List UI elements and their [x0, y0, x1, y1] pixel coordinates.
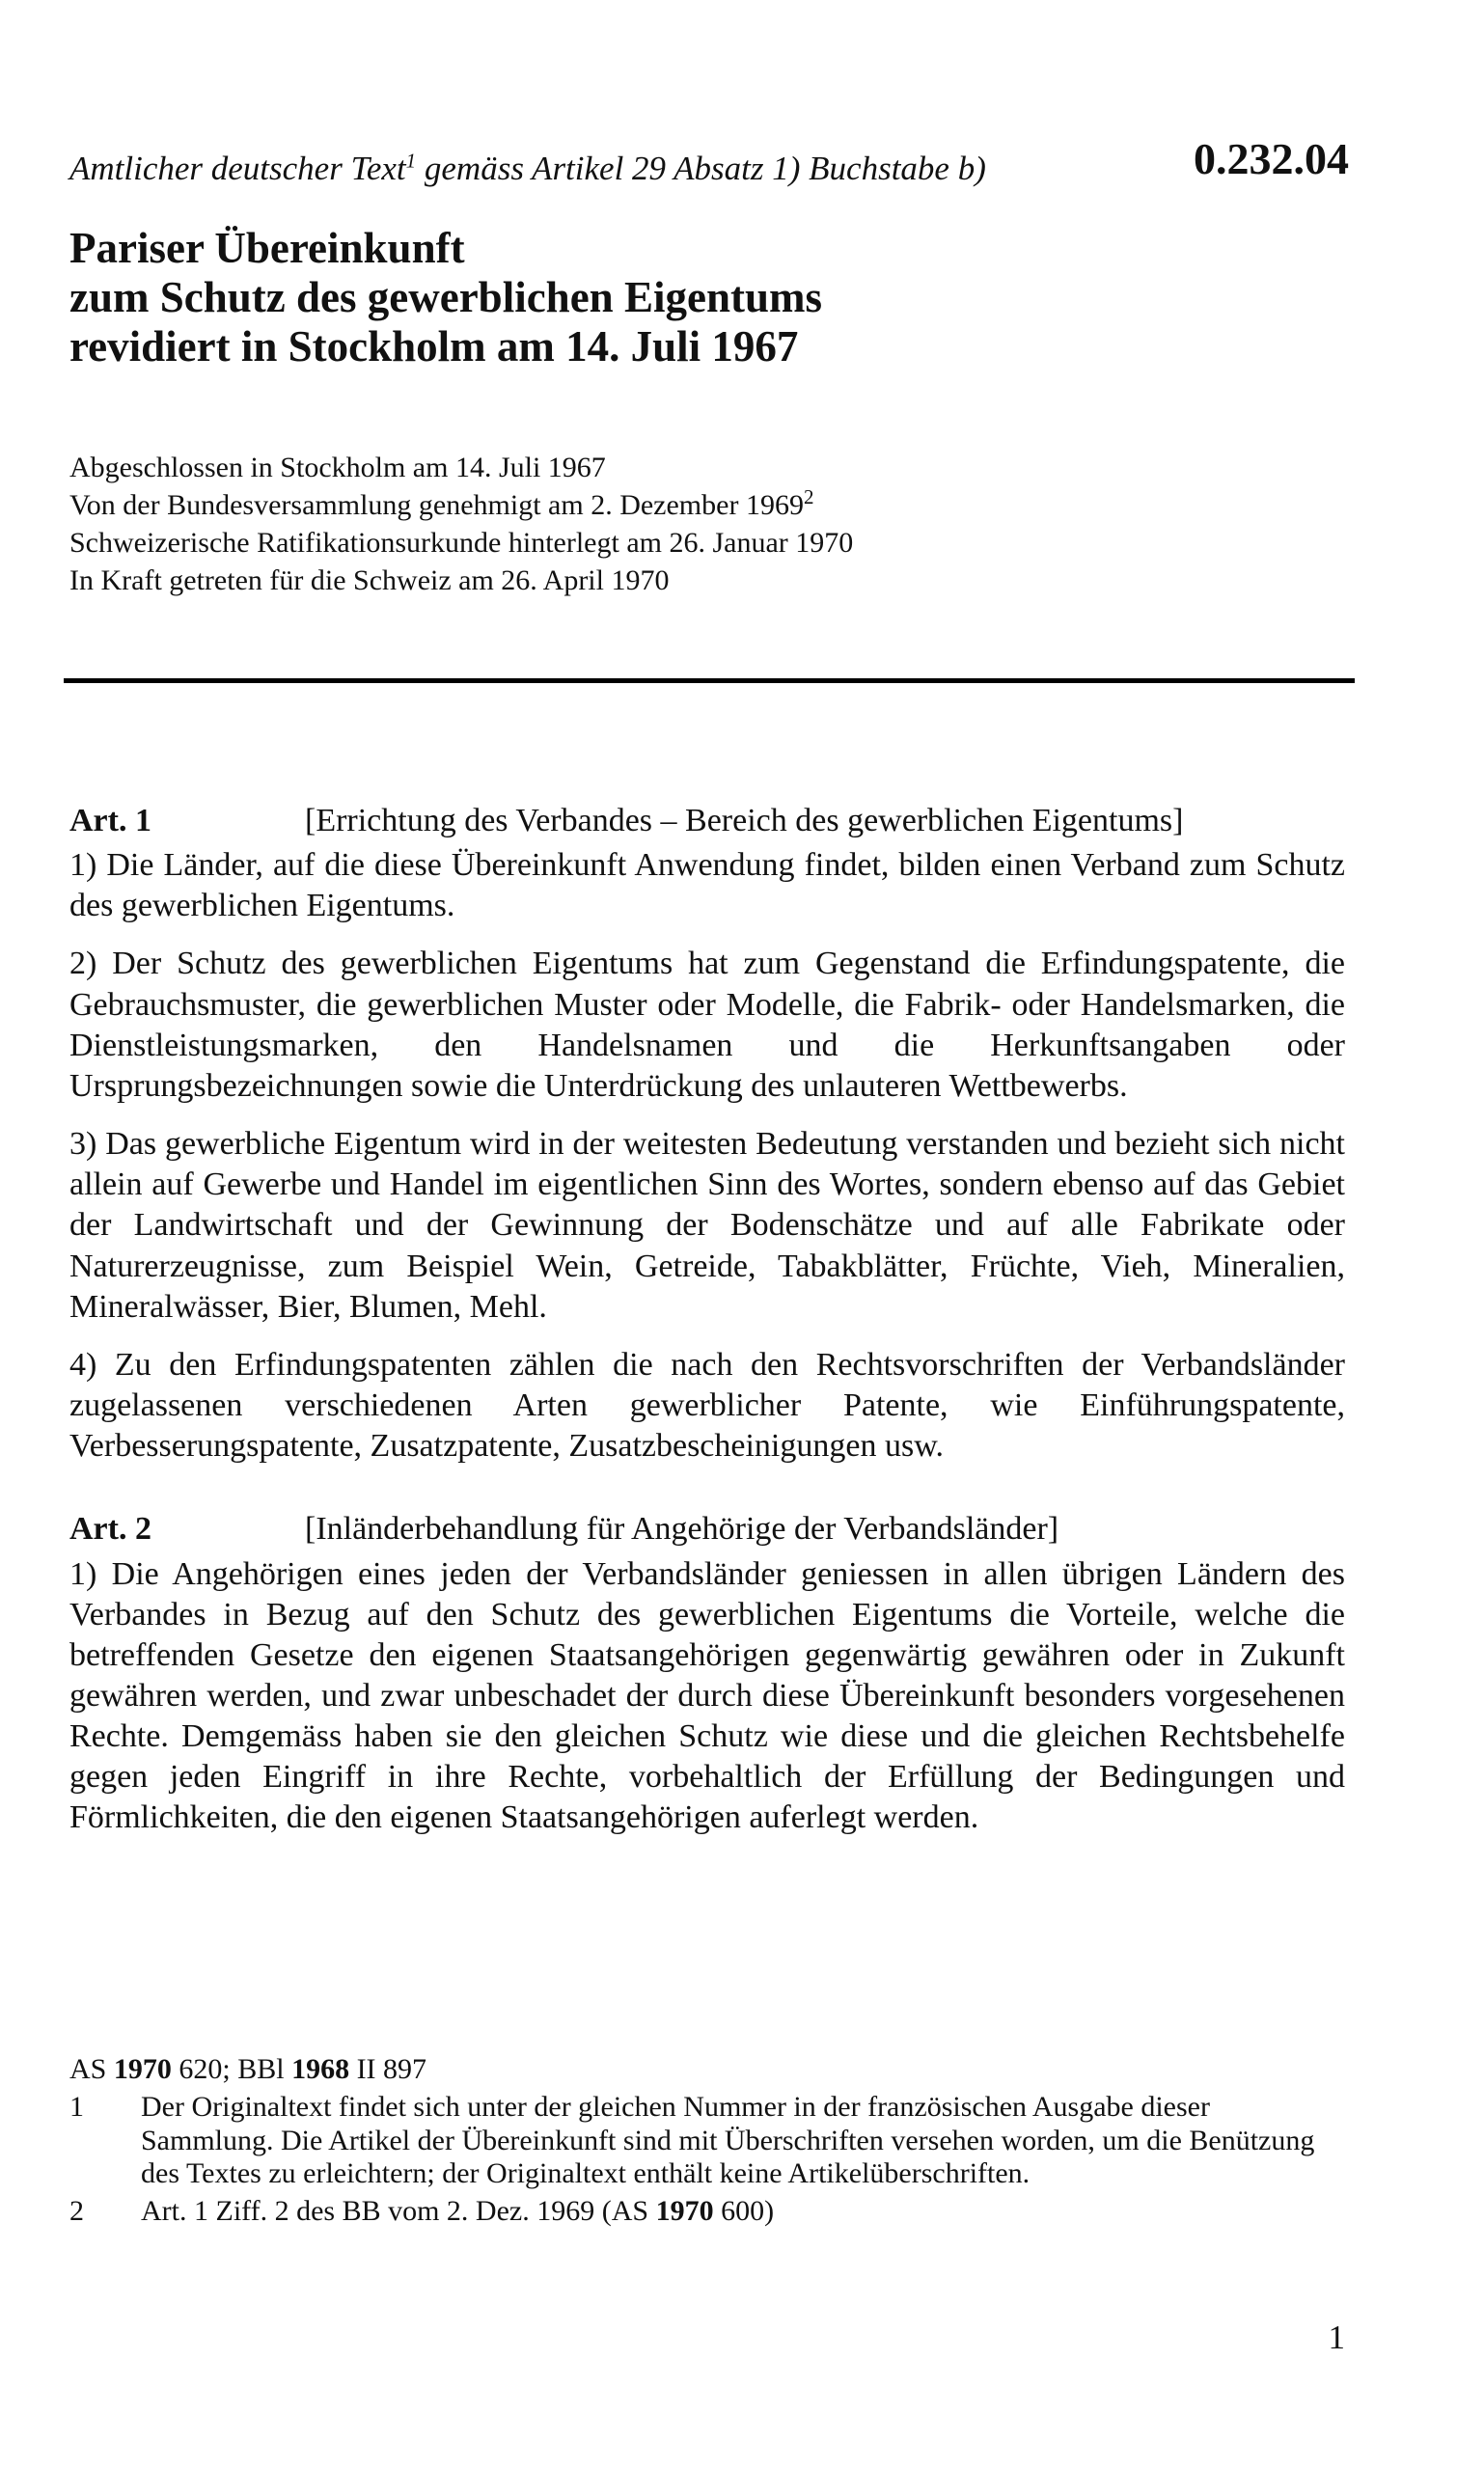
title-line-3: revidiert in Stockholm am 14. Juli 1967 [69, 321, 799, 370]
footnote-text: Art. 1 Ziff. 2 des BB vom 2. Dez. 1969 (AS 1970 600) [141, 2195, 775, 2228]
article-heading [69, 801, 1345, 841]
article-number: Art. 2 [69, 1511, 151, 1548]
footnote-number: 1 [69, 2090, 84, 2123]
footnote-2 [69, 2195, 1345, 2229]
page-number: 1 [1328, 2319, 1345, 2356]
enactment-dates [69, 449, 853, 599]
title-line-2: zum Schutz des gewerblichen Eigentums [69, 272, 822, 321]
article-title: [Inländerbehandlung für Angehörige der Verbandsländer] [305, 1511, 1059, 1548]
footnotes [69, 2053, 1345, 2229]
footnote-1 [69, 2091, 1345, 2191]
official-text-label: Amtlicher deutscher Text [69, 150, 406, 187]
header-divider [64, 678, 1355, 683]
paragraph: 1) Die Länder, auf die diese Übereinkunft Anwendung findet, bilden einen Verband zum Schutz des gewerblichen Eigentums. [69, 847, 1345, 924]
footnote-number: 2 [69, 2195, 84, 2228]
paragraph: 3) Das gewerbliche Eigentum wird in der weitesten Bedeutung verstanden und bezieht sich nicht allein auf Gewerbe und Handel im eigentlichen Sinn des Wortes, sondern ebenso auf das Gebiet der Landwirtschaft und der Gewinnung der Bodenschätze und auf alle Fabrikate oder Naturerzeugnisse, zum Beispiel Wein, Getreide, Tabakblätter, Früchte, Vieh, Mineralien, Mineralwässer, Bier, Blumen, Mehl. [69, 1126, 1345, 1325]
article-number: Art. 1 [69, 803, 151, 838]
official-text-article-ref: gemäss Artikel 29 Absatz 1) Buchstabe b) [416, 150, 986, 187]
approved-date: Von der Bundesversammlung genehmigt am 2. Dezember 1969$^2$ [69, 485, 814, 521]
paragraph: 1) Die Angehörigen eines jeden der Verbandsländer geniessen in allen übrigen Ländern des Verbandes in Bezug auf den Schutz des gewerblichen Eigentums die Vorteile, welche die betreffenden Gesetze den eigenen Staatsangehörigen gegenwärtig gewähren oder in Zukunft gewähren werden, und zwar unbeschadet der durch diese Übereinkunft besonders vorgesehenen Rechte. Demgemäss haben sie den gleichen Schutz wie diese und die gleichen Rechtsbehelfe gegen jeden Eingriff in ihre Rechte, vorbehaltlich der Erfüllung der Bedingungen und Förmlichkeiten, die den eigenen Staatsangehörigen auferlegt werden. [69, 1555, 1345, 1836]
article-heading [69, 1509, 1345, 1550]
paragraph: 2) Der Schutz des gewerblichen Eigentums hat zum Gegenstand die Erfindungspatente, die Gebrauchsmuster, die gewerblichen Muster oder Modelle, die Fabrik- oder Handelsmarken, die Dienstleistungsmarken, den Handelsnamen und die Herkunftsangaben oder Ursprungsbezeichnungen sowie die Unterdrückung des unlauteren Wettbewerbs. [69, 946, 1345, 1104]
ratification-date: Schweizerische Ratifikationsurkunde hinterlegt am 26. Januar 1970 [69, 527, 854, 559]
footnote-ref-2[interactable]: 2 [803, 485, 814, 508]
in-force-date: In Kraft getreten für die Schweiz am 26. April 1970 [69, 564, 670, 596]
article-1 [69, 801, 1345, 1467]
source-reference: AS 1970 620; BBl 1968 II 897 [69, 2053, 427, 2085]
article-2 [69, 1509, 1345, 1838]
footnote-ref-1[interactable]: 1 [405, 149, 417, 173]
document-title [69, 224, 822, 371]
article-title: [Errichtung des Verbandes – Bereich des gewerblichen Eigentums] [305, 803, 1184, 838]
concluded-date: Abgeschlossen in Stockholm am 14. Juli 1967 [69, 452, 606, 483]
paragraph: 4) Zu den Erfindungspatenten zählen die nach den Rechtsvorschriften der Verbandsländer zugelassenen verschiedenen Arten gewerblicher Patente, wie Einführungspatente, Verbesserungspatente, Zusatzpatente, Zusatzbescheinigungen usw. [69, 1346, 1345, 1465]
document-body [69, 801, 1345, 1839]
footnote-text: Der Originaltext findet sich unter der gleichen Nummer in der französischen Ausgabe dieser Sammlung. Die Artikel der Übereinkunft sind mit Überschriften versehen worden, um die Benützung des Textes zu erleichtern; der Originaltext enthält keine Artikelüberschriften. [141, 2090, 1315, 2190]
official-text-note [69, 150, 986, 188]
sr-number: 0.232.04 [1194, 134, 1349, 183]
title-line-1: Pariser Übereinkunft [69, 224, 465, 272]
